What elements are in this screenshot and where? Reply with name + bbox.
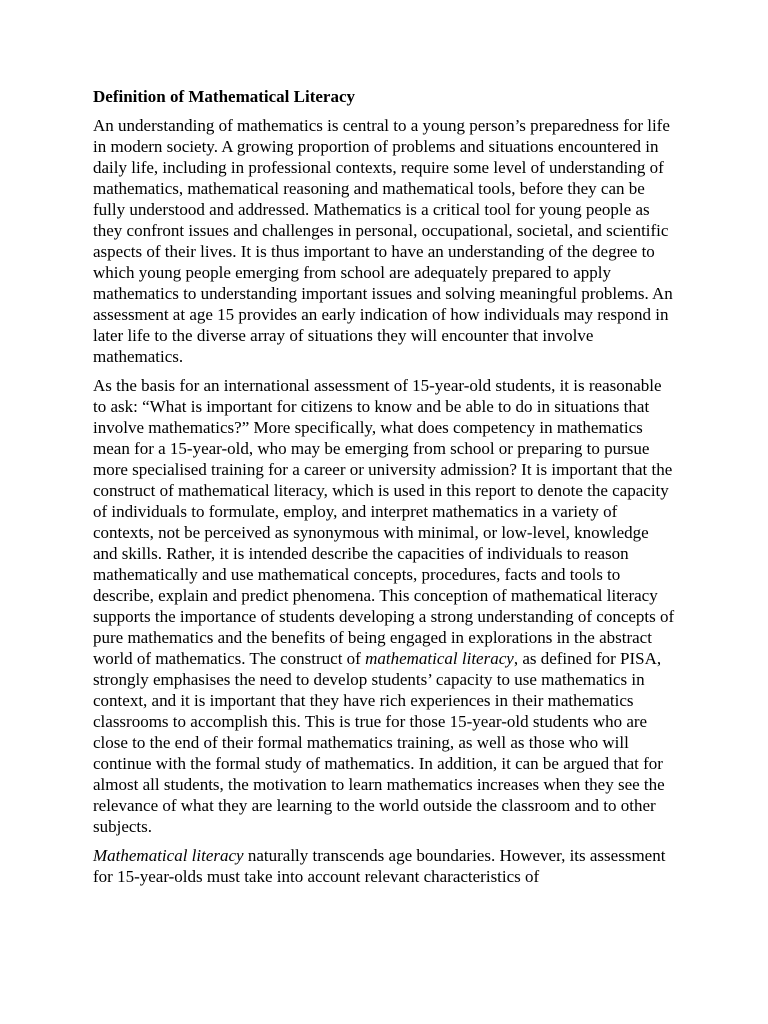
section-heading: Definition of Mathematical Literacy	[93, 87, 356, 106]
paragraph-1-text: An understanding of mathematics is central to a young person’s preparedness for life in modern society. A growing proportion of problems and situations encountered in daily life, including in professional contexts, require some level of understanding of mathematics, mathematical reasoning and mathematical tools, before they can be fully understood and addressed. Mathematics is a critical tool for young people as they confront issues and challenges in personal, occupational, societal, and scientific aspects of their lives. It is thus important to have an understanding of the degree to which young people emerging from school are adequately prepared to apply mathematics to understanding important issues and solving meaningful problems. An assessment at age 15 provides an early indication of how individuals may respond in later life to the diverse array of situations they will encounter that involve mathematics.	[93, 116, 673, 366]
paragraph-3	[93, 845, 675, 887]
paragraph-3-italic-term: Mathematical literacy	[93, 846, 244, 865]
paragraph-1	[93, 115, 675, 367]
document-page	[93, 86, 675, 895]
paragraph-2-text-b: , as defined for PISA, strongly emphasises the need to develop students’ capacity to use mathematics in context, and it is important that they have rich experiences in their mathematics classrooms to accomplish this. This is true for those 15-year-old students who are close to the end of their formal mathematics training, as well as those who will continue with the formal study of mathematics. In addition, it can be argued that for almost all students, the motivation to learn mathematics increases when they see the relevance of what they are learning to the world outside the classroom and to other subjects.	[93, 649, 665, 836]
paragraph-2	[93, 375, 675, 837]
paragraph-3-text: naturally transcends age boundaries. However, its assessment for 15-year-olds must take into account relevant characteristics of	[93, 846, 666, 886]
paragraph-2-text-a: As the basis for an international assessment of 15-year-old students, it is reasonable to ask: “What is important for citizens to know and be able to do in situations that involve mathematics?” More specifically, what does competency in mathematics mean for a 15-year-old, who may be emerging from school or preparing to pursue more specialised training for a career or university admission? It is important that the construct of mathematical literacy, which is used in this report to denote the capacity of individuals to formulate, employ, and interpret mathematics in a variety of contexts, not be perceived as synonymous with minimal, or low-level, knowledge and skills. Rather, it is intended describe the capacities of individuals to reason mathematically and use mathematical concepts, procedures, facts and tools to describe, explain and predict phenomena. This conception of mathematical literacy supports the importance of students developing a strong understanding of concepts of pure mathematics and the benefits of being engaged in explorations in the abstract world of mathematics. The construct of	[93, 376, 675, 668]
paragraph-2-italic-term: mathematical literacy	[365, 649, 514, 668]
